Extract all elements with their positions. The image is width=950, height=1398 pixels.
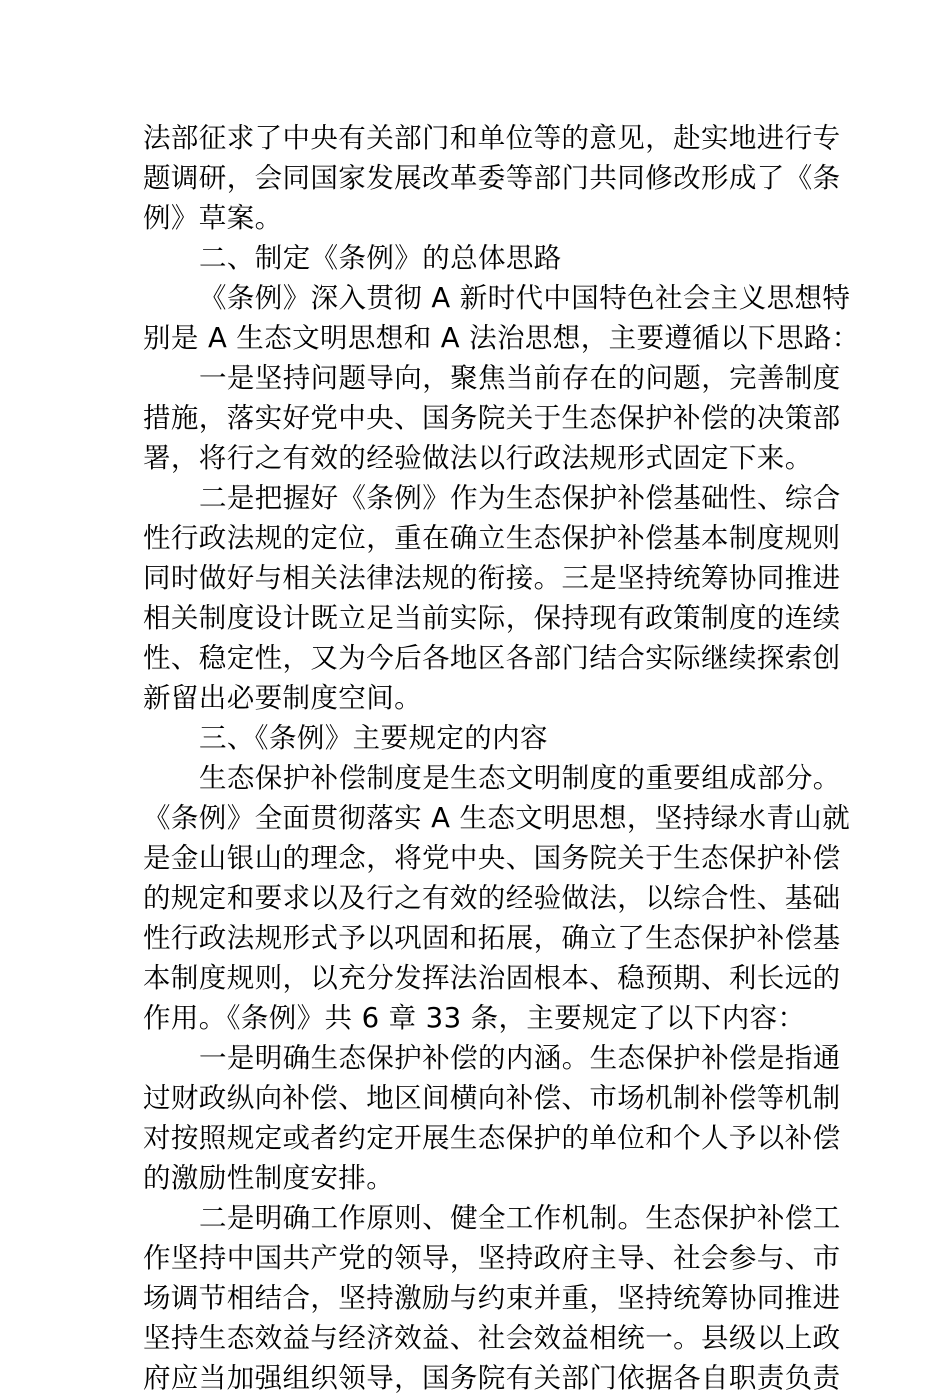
text-line: 二、制定《条例》的总体思路	[199, 242, 562, 274]
text-line: 场调节相结合，坚持激励与约束并重，坚持统筹协同推进	[143, 1282, 841, 1314]
text-line: 新留出必要制度空间。	[143, 682, 422, 714]
text-line: 三、《条例》主要规定的内容	[199, 722, 548, 754]
text-line: 的激励性制度安排。	[143, 1162, 395, 1194]
text-line: 法部征求了中央有关部门和单位等的意见，赴实地进行专	[143, 122, 841, 154]
text-line: 同时做好与相关法律法规的衔接。三是坚持统筹协同推进	[143, 562, 841, 594]
text-line: 署，将行之有效的经验做法以行政法规形式固定下来。	[143, 442, 813, 474]
text-line: 一是明确生态保护补偿的内涵。生态保护补偿是指通	[199, 1042, 841, 1074]
text-line: 的规定和要求以及行之有效的经验做法，以综合性、基础	[143, 882, 841, 914]
text-line: 相关制度设计既立足当前实际，保持现有政策制度的连续	[143, 602, 841, 634]
text-line: 《条例》全面贯彻落实 A 生态文明思想，坚持绿水青山就	[143, 802, 851, 834]
text-line: 例》草案。	[143, 202, 283, 234]
text-line: 过财政纵向补偿、地区间横向补偿、市场机制补偿等机制	[143, 1082, 841, 1114]
text-line: 性行政法规的定位，重在确立生态保护补偿基本制度规则	[143, 522, 841, 554]
text-line: 二是把握好《条例》作为生态保护补偿基础性、综合	[199, 482, 841, 514]
text-line: 对按照规定或者约定开展生态保护的单位和个人予以补偿	[143, 1122, 841, 1154]
text-line: 《条例》深入贯彻 A 新时代中国特色社会主义思想特	[199, 282, 851, 314]
text-line: 生态保护补偿制度是生态文明制度的重要组成部分。	[199, 762, 841, 794]
text-line: 是金山银山的理念，将党中央、国务院关于生态保护补偿	[143, 842, 841, 874]
text-line: 别是 A 生态文明思想和 A 法治思想，主要遵循以下思路：	[143, 322, 860, 354]
text-line: 二是明确工作原则、健全工作机制。生态保护补偿工	[199, 1202, 841, 1234]
text-line: 性行政法规形式予以巩固和拓展，确立了生态保护补偿基	[143, 922, 841, 954]
text-line: 措施，落实好党中央、国务院关于生态保护补偿的决策部	[143, 402, 841, 434]
text-line: 一是坚持问题导向，聚焦当前存在的问题，完善制度	[199, 362, 841, 394]
text-line: 本制度规则，以充分发挥法治固根本、稳预期、利长远的	[143, 962, 841, 994]
text-line: 作坚持中国共产党的领导，坚持政府主导、社会参与、市	[143, 1242, 841, 1274]
text-line: 府应当加强组织领导，国务院有关部门依据各自职责负责	[143, 1362, 841, 1394]
text-line: 作用。《条例》共 6 章 33 条，主要规定了以下内容：	[143, 1002, 806, 1034]
text-line: 坚持生态效益与经济效益、社会效益相统一。县级以上政	[143, 1322, 841, 1354]
body-text	[143, 118, 860, 1398]
text-line: 性、稳定性，又为今后各地区各部门结合实际继续探索创	[143, 642, 841, 674]
text-line: 题调研，会同国家发展改革委等部门共同修改形成了《条	[143, 162, 841, 194]
